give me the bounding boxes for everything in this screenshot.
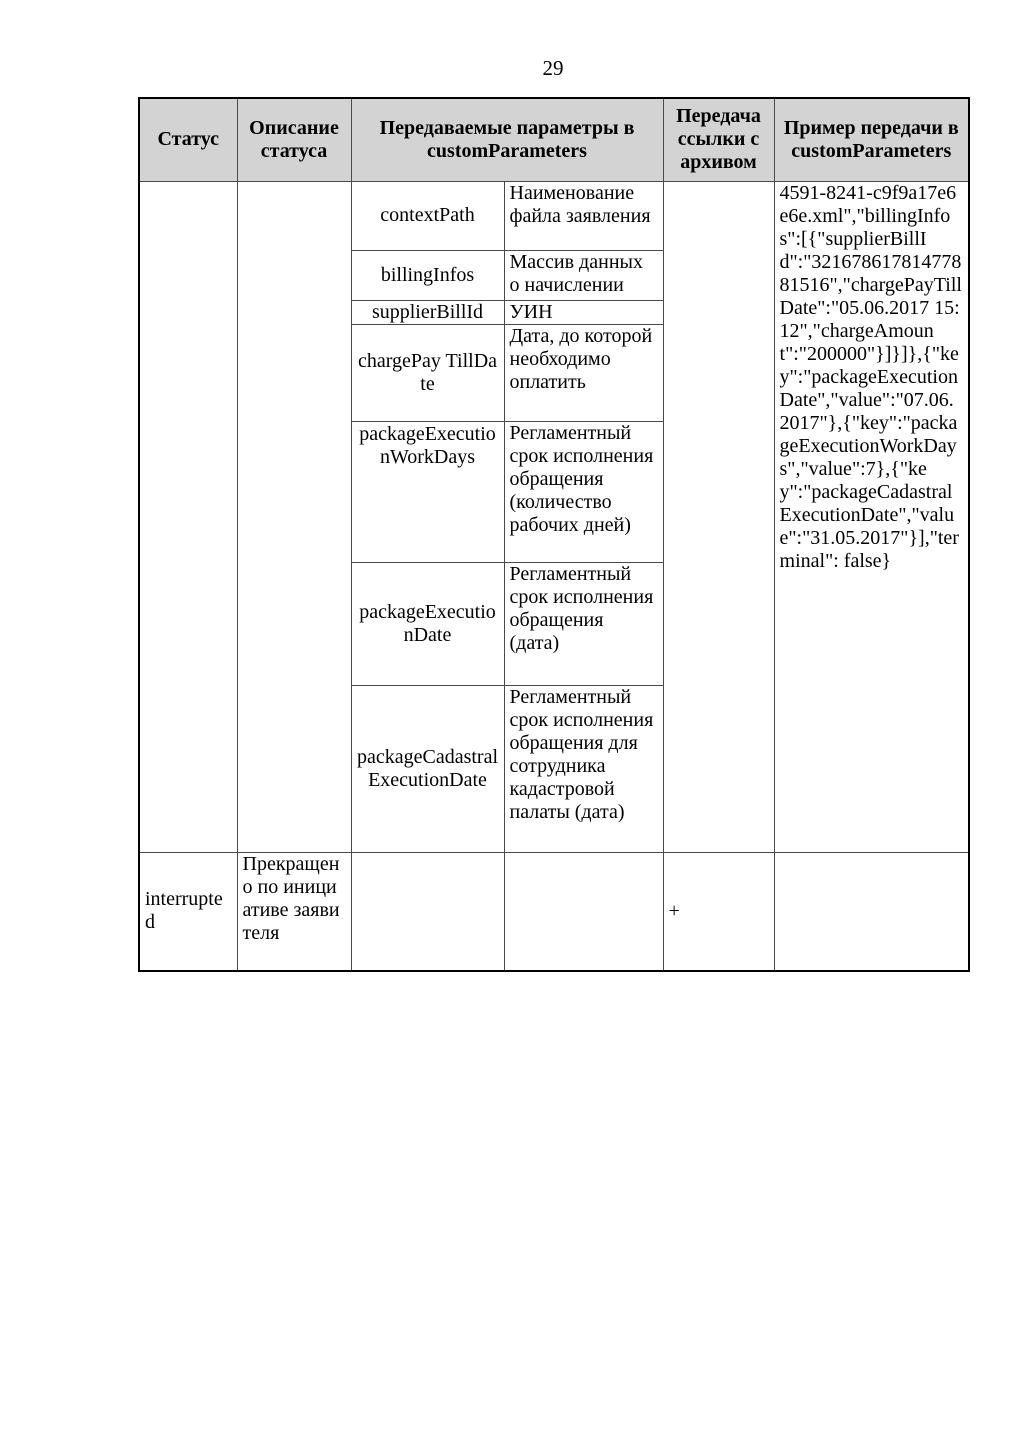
archive-link-cell bbox=[663, 181, 774, 852]
param-name: packageCadastralExecutionDate bbox=[351, 685, 504, 852]
header-archive-link: Передача ссылки с архивом bbox=[663, 98, 774, 181]
param-name: billingInfos bbox=[351, 250, 504, 300]
param-description: Наименование файла заявления bbox=[504, 181, 663, 250]
status-parameters-table bbox=[138, 97, 970, 972]
param-description: Массив данных о начислении bbox=[504, 250, 663, 300]
param-name: contextPath bbox=[351, 181, 504, 250]
page-number: 29 bbox=[542, 56, 564, 80]
param-name: supplierBillId bbox=[351, 300, 504, 324]
param-description: Регламентный срок исполнения обращения для сотрудника кадастровой палаты (дата) bbox=[504, 685, 663, 852]
status-description-cell bbox=[237, 181, 351, 852]
status-row-interrupted bbox=[139, 852, 969, 971]
param-description: Регламентный срок исполнения обращения (количество рабочих дней) bbox=[504, 421, 663, 562]
param-name: packageExecutionDate bbox=[351, 562, 504, 685]
param-name-empty bbox=[351, 852, 504, 971]
status-description-cell: Прекращено по инициативе заявителя bbox=[237, 852, 351, 971]
table-header-row bbox=[139, 98, 969, 181]
archive-link-cell: + bbox=[663, 852, 774, 971]
param-description: Дата, до которой необходимо оплатить bbox=[504, 324, 663, 421]
param-row-contextpath bbox=[139, 181, 969, 250]
param-name: packageExecutionWorkDays bbox=[351, 421, 504, 562]
param-description: УИН bbox=[504, 300, 663, 324]
header-custom-parameters: Передаваемые параметры в customParameters bbox=[351, 98, 663, 181]
example-json-cell: 4591-8241-c9f9a17e6e6e.xml","billingInfos":[{"supplierBillId":"32167861781477881516","chargePayTillDate":"05.06.2017 15:12","chargeAmount":"200000"}]}]},{"key":"packageExecutionDate","value":"07.06.2017"},{"key":"packageExecutionWorkDays","value":7},{"key":"packageCadastralExecutionDate","value":"31.05.2017"}],"terminal": false} bbox=[774, 181, 969, 852]
header-status-description: Описание статуса bbox=[237, 98, 351, 181]
status-cell bbox=[139, 181, 237, 852]
header-example: Пример передачи в customParameters bbox=[774, 98, 969, 181]
status-cell: interrupted bbox=[139, 852, 237, 971]
param-description-empty bbox=[504, 852, 663, 971]
example-json-cell bbox=[774, 852, 969, 971]
param-description: Регламентный срок исполнения обращения (дата) bbox=[504, 562, 663, 685]
param-name: chargePay TillDate bbox=[351, 324, 504, 421]
header-status: Статус bbox=[139, 98, 237, 181]
